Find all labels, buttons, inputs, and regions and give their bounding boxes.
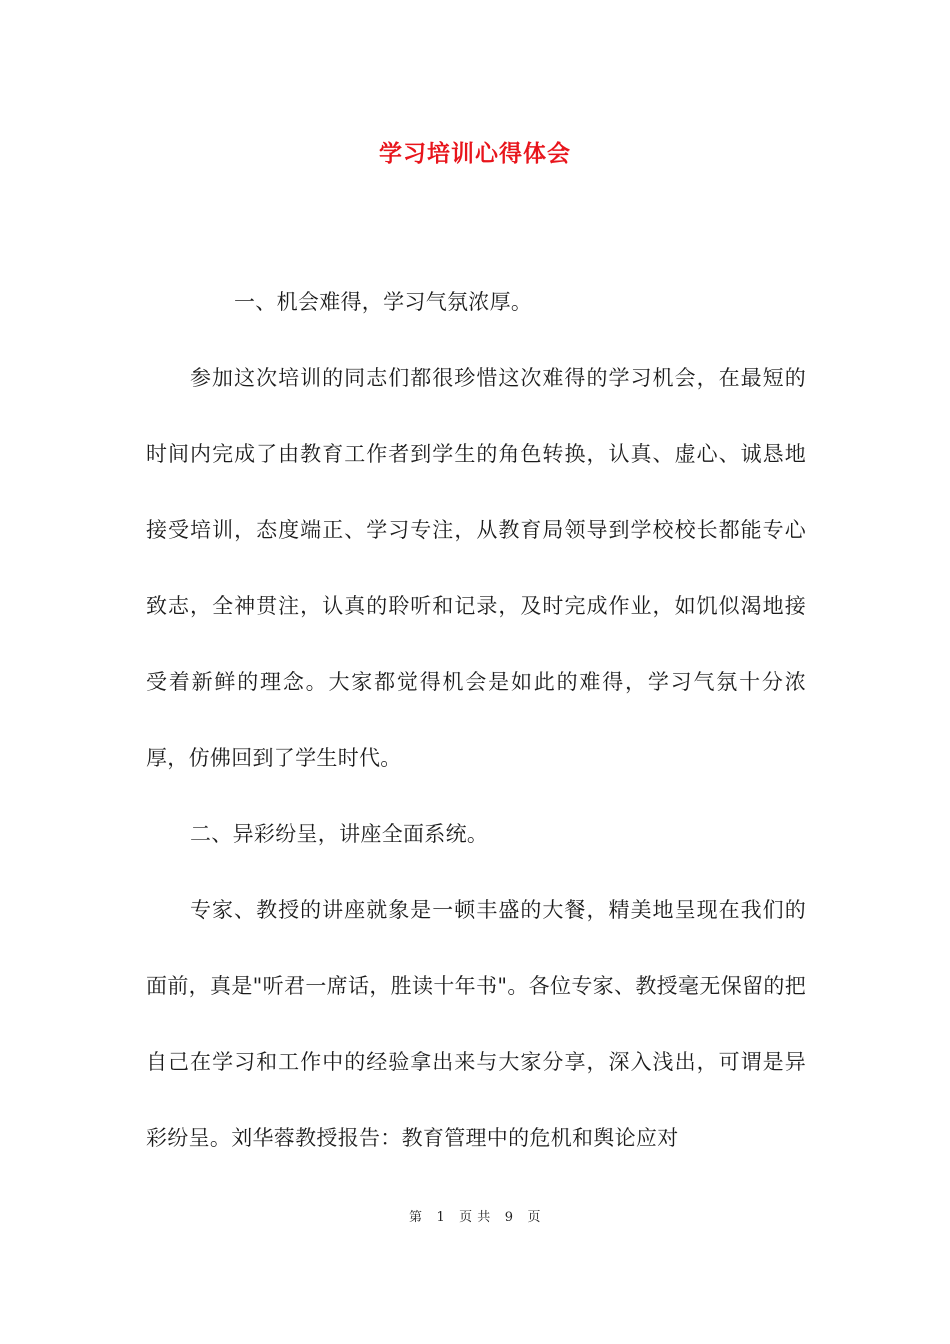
document-title: 学习培训心得体会 xyxy=(379,140,571,167)
section-heading-1: 一、机会难得，学习气氛浓厚。 xyxy=(234,290,533,314)
footer-current-page: 1 xyxy=(436,1210,446,1225)
section-heading-2: 二、异彩纷呈，讲座全面系统。 xyxy=(190,822,489,846)
footer-mid: 页 共 xyxy=(459,1210,491,1225)
footer-prefix: 第 xyxy=(409,1210,423,1225)
footer-suffix: 页 xyxy=(527,1210,541,1225)
footer-total-pages: 9 xyxy=(504,1210,514,1225)
document-body xyxy=(146,264,806,1176)
paragraph-2: 专家、教授的讲座就象是一顿丰盛的大餐，精美地呈现在我们的面前，真是"听君一席话，胜读十年书"。各位专家、教授毫无保留的把自己在学习和工作中的经验拿出来与大家分享，深入浅出，可谓是异彩纷呈。刘华蓉教授报告：教育管理中的危机和舆论应对 xyxy=(146,898,806,1150)
paragraph-1: 参加这次培训的同志们都很珍惜这次难得的学习机会，在最短的时间内完成了由教育工作者到学生的角色转换，认真、虚心、诚恳地接受培训，态度端正、学习专注，从教育局领导到学校校长都能专心致志，全神贯注，认真的聆听和记录，及时完成作业，如饥似渴地接受着新鲜的理念。大家都觉得机会是如此的难得，学习气氛十分浓厚，仿佛回到了学生时代。 xyxy=(146,366,806,770)
page-footer xyxy=(0,1206,950,1225)
